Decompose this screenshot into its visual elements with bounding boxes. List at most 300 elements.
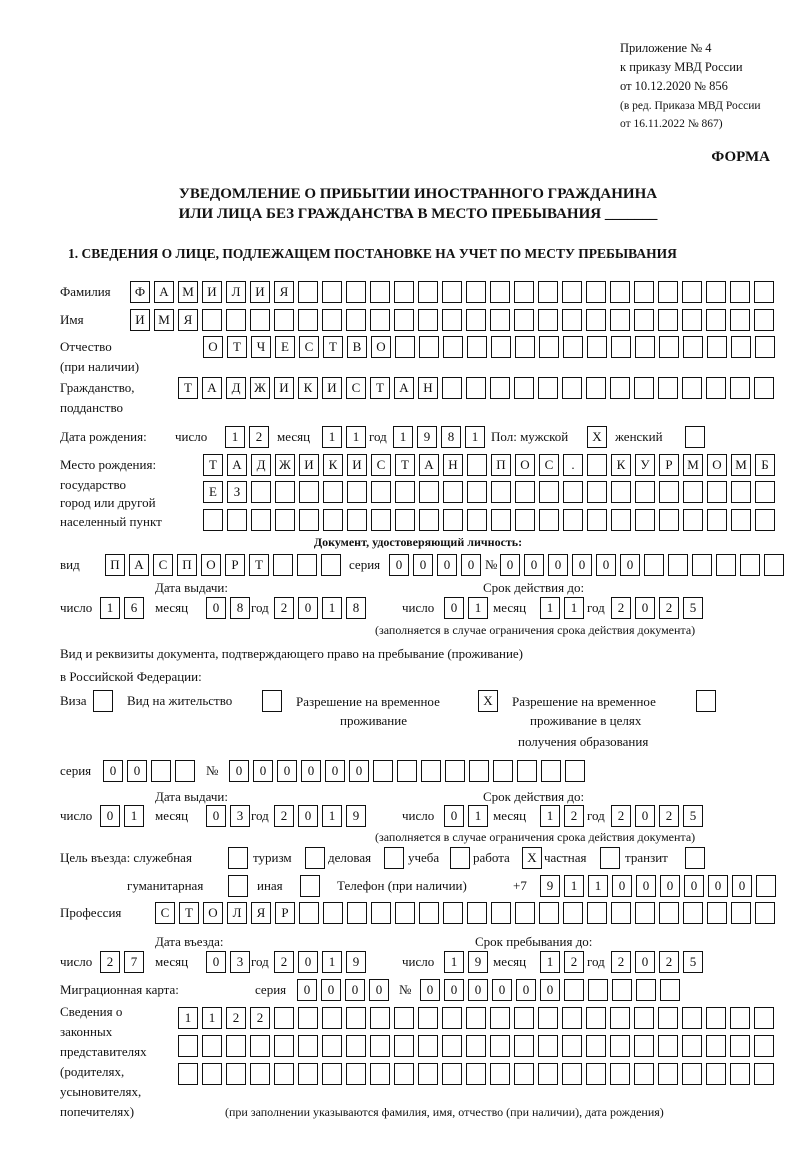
char-cell[interactable]	[370, 1063, 390, 1085]
char-cell[interactable]: 0	[206, 597, 226, 619]
char-cell[interactable]	[442, 1007, 462, 1029]
char-cell[interactable]	[659, 902, 679, 924]
char-cell[interactable]: 0	[297, 979, 317, 1001]
char-cell[interactable]	[517, 760, 537, 782]
stay-until-date-month-field[interactable]	[540, 951, 588, 973]
char-cell[interactable]	[563, 336, 583, 358]
char-cell[interactable]: А	[202, 377, 222, 399]
id-valid-date-year-field[interactable]	[611, 597, 707, 619]
birth-month-field[interactable]	[322, 426, 370, 448]
char-cell[interactable]	[250, 1063, 270, 1085]
char-cell[interactable]	[251, 481, 271, 503]
char-cell[interactable]	[442, 309, 462, 331]
char-cell[interactable]	[611, 481, 631, 503]
char-cell[interactable]: 3	[230, 805, 250, 827]
char-cell[interactable]	[397, 760, 417, 782]
char-cell[interactable]	[635, 336, 655, 358]
char-cell[interactable]	[346, 1007, 366, 1029]
char-cell[interactable]: 0	[516, 979, 536, 1001]
char-cell[interactable]	[491, 481, 511, 503]
char-cell[interactable]: О	[203, 902, 223, 924]
char-cell[interactable]: К	[298, 377, 318, 399]
char-cell[interactable]: А	[227, 454, 247, 476]
char-cell[interactable]	[610, 309, 630, 331]
char-cell[interactable]	[262, 690, 282, 712]
char-cell[interactable]: 0	[420, 979, 440, 1001]
char-cell[interactable]	[442, 281, 462, 303]
char-cell[interactable]	[754, 1007, 774, 1029]
char-cell[interactable]: 2	[274, 951, 294, 973]
char-cell[interactable]: 0	[660, 875, 680, 897]
char-cell[interactable]	[514, 1063, 534, 1085]
char-cell[interactable]	[610, 1063, 630, 1085]
char-cell[interactable]	[395, 902, 415, 924]
char-cell[interactable]	[755, 481, 775, 503]
char-cell[interactable]	[706, 1007, 726, 1029]
stay-until-date-year-field[interactable]	[611, 951, 707, 973]
char-cell[interactable]	[563, 902, 583, 924]
char-cell[interactable]	[274, 1035, 294, 1057]
char-cell[interactable]: 0	[298, 805, 318, 827]
char-cell[interactable]	[635, 902, 655, 924]
char-cell[interactable]: И	[347, 454, 367, 476]
char-cell[interactable]: 0	[298, 597, 318, 619]
char-cell[interactable]: 1	[540, 597, 560, 619]
char-cell[interactable]: 0	[100, 805, 120, 827]
char-cell[interactable]	[587, 902, 607, 924]
char-cell[interactable]: Т	[395, 454, 415, 476]
char-cell[interactable]: Л	[227, 902, 247, 924]
char-cell[interactable]	[514, 377, 534, 399]
char-cell[interactable]: X	[478, 690, 498, 712]
char-cell[interactable]	[203, 509, 223, 531]
char-cell[interactable]: 0	[349, 760, 369, 782]
char-cell[interactable]	[755, 902, 775, 924]
char-cell[interactable]: А	[394, 377, 414, 399]
char-cell[interactable]	[538, 1063, 558, 1085]
char-cell[interactable]: М	[683, 454, 703, 476]
char-cell[interactable]	[610, 377, 630, 399]
char-cell[interactable]	[298, 309, 318, 331]
char-cell[interactable]: 1	[564, 875, 584, 897]
char-cell[interactable]	[178, 1063, 198, 1085]
char-cell[interactable]: 0	[500, 554, 520, 576]
char-cell[interactable]	[421, 760, 441, 782]
char-cell[interactable]	[564, 979, 584, 1001]
purpose-study-checkbox[interactable]	[450, 847, 474, 869]
char-cell[interactable]: Р	[275, 902, 295, 924]
char-cell[interactable]: 0	[461, 554, 481, 576]
char-cell[interactable]: Д	[226, 377, 246, 399]
char-cell[interactable]	[731, 481, 751, 503]
char-cell[interactable]: 0	[596, 554, 616, 576]
char-cell[interactable]	[466, 377, 486, 399]
char-cell[interactable]	[227, 509, 247, 531]
char-cell[interactable]: Т	[179, 902, 199, 924]
char-cell[interactable]	[658, 281, 678, 303]
char-cell[interactable]: Р	[225, 554, 245, 576]
char-cell[interactable]: Е	[203, 481, 223, 503]
edu-residence-checkbox[interactable]	[696, 690, 720, 712]
char-cell[interactable]	[634, 309, 654, 331]
char-cell[interactable]	[297, 554, 317, 576]
char-cell[interactable]: 9	[346, 805, 366, 827]
purpose-work-checkbox[interactable]	[522, 847, 546, 869]
char-cell[interactable]	[685, 426, 705, 448]
char-cell[interactable]: Ж	[250, 377, 270, 399]
char-cell[interactable]	[442, 1063, 462, 1085]
char-cell[interactable]	[370, 309, 390, 331]
char-cell[interactable]: З	[227, 481, 247, 503]
char-cell[interactable]	[586, 281, 606, 303]
char-cell[interactable]	[395, 509, 415, 531]
char-cell[interactable]	[754, 309, 774, 331]
char-cell[interactable]	[730, 1007, 750, 1029]
char-cell[interactable]	[450, 847, 470, 869]
char-cell[interactable]	[634, 281, 654, 303]
representatives-line-3[interactable]	[178, 1063, 778, 1085]
char-cell[interactable]	[490, 1007, 510, 1029]
char-cell[interactable]	[275, 481, 295, 503]
stay-valid-date-day-field[interactable]	[444, 805, 492, 827]
stay-issue-date-year-field[interactable]	[274, 805, 370, 827]
char-cell[interactable]: 1	[322, 951, 342, 973]
char-cell[interactable]	[539, 336, 559, 358]
stay-number-field[interactable]	[229, 760, 589, 782]
char-cell[interactable]: 0	[444, 979, 464, 1001]
char-cell[interactable]	[175, 760, 195, 782]
migration-number-field[interactable]	[420, 979, 684, 1001]
char-cell[interactable]: 2	[564, 805, 584, 827]
char-cell[interactable]: 2	[226, 1007, 246, 1029]
char-cell[interactable]: И	[274, 377, 294, 399]
char-cell[interactable]: 0	[444, 597, 464, 619]
char-cell[interactable]	[347, 509, 367, 531]
char-cell[interactable]	[467, 902, 487, 924]
char-cell[interactable]	[562, 1035, 582, 1057]
char-cell[interactable]	[226, 1063, 246, 1085]
char-cell[interactable]	[731, 509, 751, 531]
char-cell[interactable]	[730, 377, 750, 399]
char-cell[interactable]: Ж	[275, 454, 295, 476]
char-cell[interactable]	[683, 336, 703, 358]
char-cell[interactable]	[588, 979, 608, 1001]
char-cell[interactable]	[373, 760, 393, 782]
char-cell[interactable]: Е	[275, 336, 295, 358]
char-cell[interactable]: 1	[202, 1007, 222, 1029]
char-cell[interactable]	[659, 509, 679, 531]
entry-date-month-field[interactable]	[206, 951, 254, 973]
char-cell[interactable]: 1	[540, 951, 560, 973]
profession-field[interactable]	[155, 902, 779, 924]
char-cell[interactable]	[755, 336, 775, 358]
char-cell[interactable]	[418, 281, 438, 303]
char-cell[interactable]	[683, 902, 703, 924]
char-cell[interactable]: 7	[124, 951, 144, 973]
char-cell[interactable]	[466, 1007, 486, 1029]
char-cell[interactable]	[587, 481, 607, 503]
char-cell[interactable]	[682, 309, 702, 331]
char-cell[interactable]: М	[154, 309, 174, 331]
char-cell[interactable]: 2	[611, 805, 631, 827]
char-cell[interactable]	[716, 554, 736, 576]
char-cell[interactable]: 0	[437, 554, 457, 576]
char-cell[interactable]: 0	[548, 554, 568, 576]
char-cell[interactable]: 3	[230, 951, 250, 973]
char-cell[interactable]	[394, 1035, 414, 1057]
char-cell[interactable]: Н	[443, 454, 463, 476]
char-cell[interactable]	[394, 1007, 414, 1029]
char-cell[interactable]	[514, 1007, 534, 1029]
char-cell[interactable]: 0	[620, 554, 640, 576]
char-cell[interactable]: 2	[274, 805, 294, 827]
char-cell[interactable]	[611, 902, 631, 924]
char-cell[interactable]	[706, 309, 726, 331]
char-cell[interactable]: Б	[755, 454, 775, 476]
char-cell[interactable]: П	[491, 454, 511, 476]
char-cell[interactable]: X	[587, 426, 607, 448]
char-cell[interactable]	[394, 1063, 414, 1085]
char-cell[interactable]	[730, 309, 750, 331]
char-cell[interactable]	[250, 1035, 270, 1057]
char-cell[interactable]: А	[129, 554, 149, 576]
char-cell[interactable]	[587, 336, 607, 358]
char-cell[interactable]	[305, 847, 325, 869]
char-cell[interactable]: П	[105, 554, 125, 576]
stay-issue-date-month-field[interactable]	[206, 805, 254, 827]
char-cell[interactable]: 1	[468, 805, 488, 827]
char-cell[interactable]: О	[201, 554, 221, 576]
stay-until-date-day-field[interactable]	[444, 951, 492, 973]
id-issue-date-month-field[interactable]	[206, 597, 254, 619]
char-cell[interactable]: 0	[229, 760, 249, 782]
char-cell[interactable]	[563, 509, 583, 531]
char-cell[interactable]	[706, 1063, 726, 1085]
char-cell[interactable]: 2	[611, 597, 631, 619]
char-cell[interactable]	[151, 760, 171, 782]
char-cell[interactable]	[696, 690, 716, 712]
char-cell[interactable]: П	[177, 554, 197, 576]
char-cell[interactable]	[658, 1063, 678, 1085]
char-cell[interactable]: И	[130, 309, 150, 331]
char-cell[interactable]: 1	[468, 597, 488, 619]
char-cell[interactable]	[228, 847, 248, 869]
char-cell[interactable]	[250, 309, 270, 331]
temp-residence-checkbox[interactable]	[478, 690, 502, 712]
char-cell[interactable]: 6	[124, 597, 144, 619]
char-cell[interactable]: 2	[659, 805, 679, 827]
char-cell[interactable]	[658, 309, 678, 331]
char-cell[interactable]	[347, 481, 367, 503]
char-cell[interactable]	[418, 1007, 438, 1029]
char-cell[interactable]	[490, 309, 510, 331]
char-cell[interactable]	[754, 1035, 774, 1057]
id-issue-date-year-field[interactable]	[274, 597, 370, 619]
char-cell[interactable]	[445, 760, 465, 782]
char-cell[interactable]	[490, 1063, 510, 1085]
char-cell[interactable]: 0	[540, 979, 560, 1001]
char-cell[interactable]: 1	[346, 426, 366, 448]
residence-permit-checkbox[interactable]	[262, 690, 286, 712]
char-cell[interactable]: 0	[612, 875, 632, 897]
char-cell[interactable]	[418, 1063, 438, 1085]
char-cell[interactable]: М	[731, 454, 751, 476]
char-cell[interactable]: О	[203, 336, 223, 358]
char-cell[interactable]: 0	[321, 979, 341, 1001]
char-cell[interactable]	[300, 875, 320, 897]
char-cell[interactable]: 0	[253, 760, 273, 782]
char-cell[interactable]	[371, 509, 391, 531]
char-cell[interactable]	[636, 979, 656, 1001]
char-cell[interactable]	[298, 1007, 318, 1029]
char-cell[interactable]	[611, 336, 631, 358]
char-cell[interactable]: 2	[611, 951, 631, 973]
char-cell[interactable]	[202, 1063, 222, 1085]
char-cell[interactable]	[610, 1007, 630, 1029]
char-cell[interactable]	[731, 902, 751, 924]
char-cell[interactable]	[754, 377, 774, 399]
char-cell[interactable]: 5	[683, 597, 703, 619]
char-cell[interactable]	[491, 902, 511, 924]
char-cell[interactable]: 0	[325, 760, 345, 782]
char-cell[interactable]	[539, 902, 559, 924]
char-cell[interactable]: С	[371, 454, 391, 476]
char-cell[interactable]: 1	[100, 597, 120, 619]
char-cell[interactable]	[730, 1063, 750, 1085]
char-cell[interactable]	[299, 902, 319, 924]
char-cell[interactable]	[707, 509, 727, 531]
char-cell[interactable]	[490, 281, 510, 303]
char-cell[interactable]	[562, 281, 582, 303]
char-cell[interactable]	[539, 509, 559, 531]
char-cell[interactable]: О	[515, 454, 535, 476]
char-cell[interactable]: Я	[178, 309, 198, 331]
char-cell[interactable]: Т	[370, 377, 390, 399]
char-cell[interactable]: 0	[524, 554, 544, 576]
char-cell[interactable]	[563, 481, 583, 503]
char-cell[interactable]	[226, 309, 246, 331]
char-cell[interactable]: С	[153, 554, 173, 576]
char-cell[interactable]	[251, 509, 271, 531]
char-cell[interactable]	[634, 1007, 654, 1029]
char-cell[interactable]	[611, 509, 631, 531]
char-cell[interactable]	[370, 1007, 390, 1029]
char-cell[interactable]: Т	[203, 454, 223, 476]
char-cell[interactable]: 0	[389, 554, 409, 576]
char-cell[interactable]: С	[299, 336, 319, 358]
char-cell[interactable]	[395, 336, 415, 358]
char-cell[interactable]	[443, 509, 463, 531]
char-cell[interactable]	[466, 309, 486, 331]
char-cell[interactable]: 9	[468, 951, 488, 973]
char-cell[interactable]	[610, 281, 630, 303]
char-cell[interactable]	[274, 1063, 294, 1085]
char-cell[interactable]	[668, 554, 688, 576]
char-cell[interactable]: 1	[124, 805, 144, 827]
char-cell[interactable]	[538, 281, 558, 303]
char-cell[interactable]: 0	[413, 554, 433, 576]
char-cell[interactable]: И	[250, 281, 270, 303]
char-cell[interactable]	[565, 760, 585, 782]
char-cell[interactable]: 0	[206, 805, 226, 827]
char-cell[interactable]: 2	[564, 951, 584, 973]
char-cell[interactable]	[538, 1007, 558, 1029]
char-cell[interactable]: К	[611, 454, 631, 476]
char-cell[interactable]: О	[371, 336, 391, 358]
char-cell[interactable]: 0	[708, 875, 728, 897]
purpose-business-checkbox[interactable]	[384, 847, 408, 869]
char-cell[interactable]: Я	[251, 902, 271, 924]
char-cell[interactable]: 9	[417, 426, 437, 448]
char-cell[interactable]: 1	[564, 597, 584, 619]
char-cell[interactable]: 0	[635, 597, 655, 619]
char-cell[interactable]	[586, 1063, 606, 1085]
char-cell[interactable]	[682, 1063, 702, 1085]
char-cell[interactable]	[692, 554, 712, 576]
char-cell[interactable]	[228, 875, 248, 897]
char-cell[interactable]	[491, 509, 511, 531]
char-cell[interactable]	[707, 902, 727, 924]
char-cell[interactable]	[298, 281, 318, 303]
representatives-line-2[interactable]	[178, 1035, 778, 1057]
char-cell[interactable]	[370, 1035, 390, 1057]
char-cell[interactable]	[274, 1007, 294, 1029]
char-cell[interactable]	[395, 481, 415, 503]
char-cell[interactable]	[202, 309, 222, 331]
char-cell[interactable]	[610, 1035, 630, 1057]
char-cell[interactable]	[730, 281, 750, 303]
stay-issue-date-day-field[interactable]	[100, 805, 148, 827]
char-cell[interactable]	[299, 481, 319, 503]
char-cell[interactable]: Т	[227, 336, 247, 358]
char-cell[interactable]	[539, 481, 559, 503]
citizenship-field[interactable]	[178, 377, 778, 399]
char-cell[interactable]	[514, 309, 534, 331]
char-cell[interactable]: У	[635, 454, 655, 476]
char-cell[interactable]	[600, 847, 620, 869]
char-cell[interactable]	[635, 509, 655, 531]
char-cell[interactable]	[612, 979, 632, 1001]
birth-day-field[interactable]	[225, 426, 273, 448]
char-cell[interactable]	[660, 979, 680, 1001]
char-cell[interactable]: 0	[206, 951, 226, 973]
char-cell[interactable]: Я	[274, 281, 294, 303]
char-cell[interactable]: 1	[322, 805, 342, 827]
char-cell[interactable]	[384, 847, 404, 869]
char-cell[interactable]	[682, 281, 702, 303]
char-cell[interactable]	[634, 1063, 654, 1085]
purpose-private-checkbox[interactable]	[600, 847, 624, 869]
char-cell[interactable]	[467, 509, 487, 531]
char-cell[interactable]	[370, 281, 390, 303]
purpose-transit-checkbox[interactable]	[685, 847, 709, 869]
char-cell[interactable]	[586, 1007, 606, 1029]
birth-year-field[interactable]	[393, 426, 489, 448]
char-cell[interactable]	[322, 1007, 342, 1029]
birth-place-line-3[interactable]	[203, 509, 779, 531]
char-cell[interactable]: 0	[635, 805, 655, 827]
char-cell[interactable]	[346, 281, 366, 303]
char-cell[interactable]: 1	[322, 426, 342, 448]
id-valid-date-month-field[interactable]	[540, 597, 588, 619]
char-cell[interactable]: 5	[683, 951, 703, 973]
char-cell[interactable]	[586, 1035, 606, 1057]
char-cell[interactable]	[346, 1063, 366, 1085]
char-cell[interactable]	[587, 509, 607, 531]
birth-place-line-2[interactable]	[203, 481, 779, 503]
char-cell[interactable]: 0	[468, 979, 488, 1001]
char-cell[interactable]: Р	[659, 454, 679, 476]
